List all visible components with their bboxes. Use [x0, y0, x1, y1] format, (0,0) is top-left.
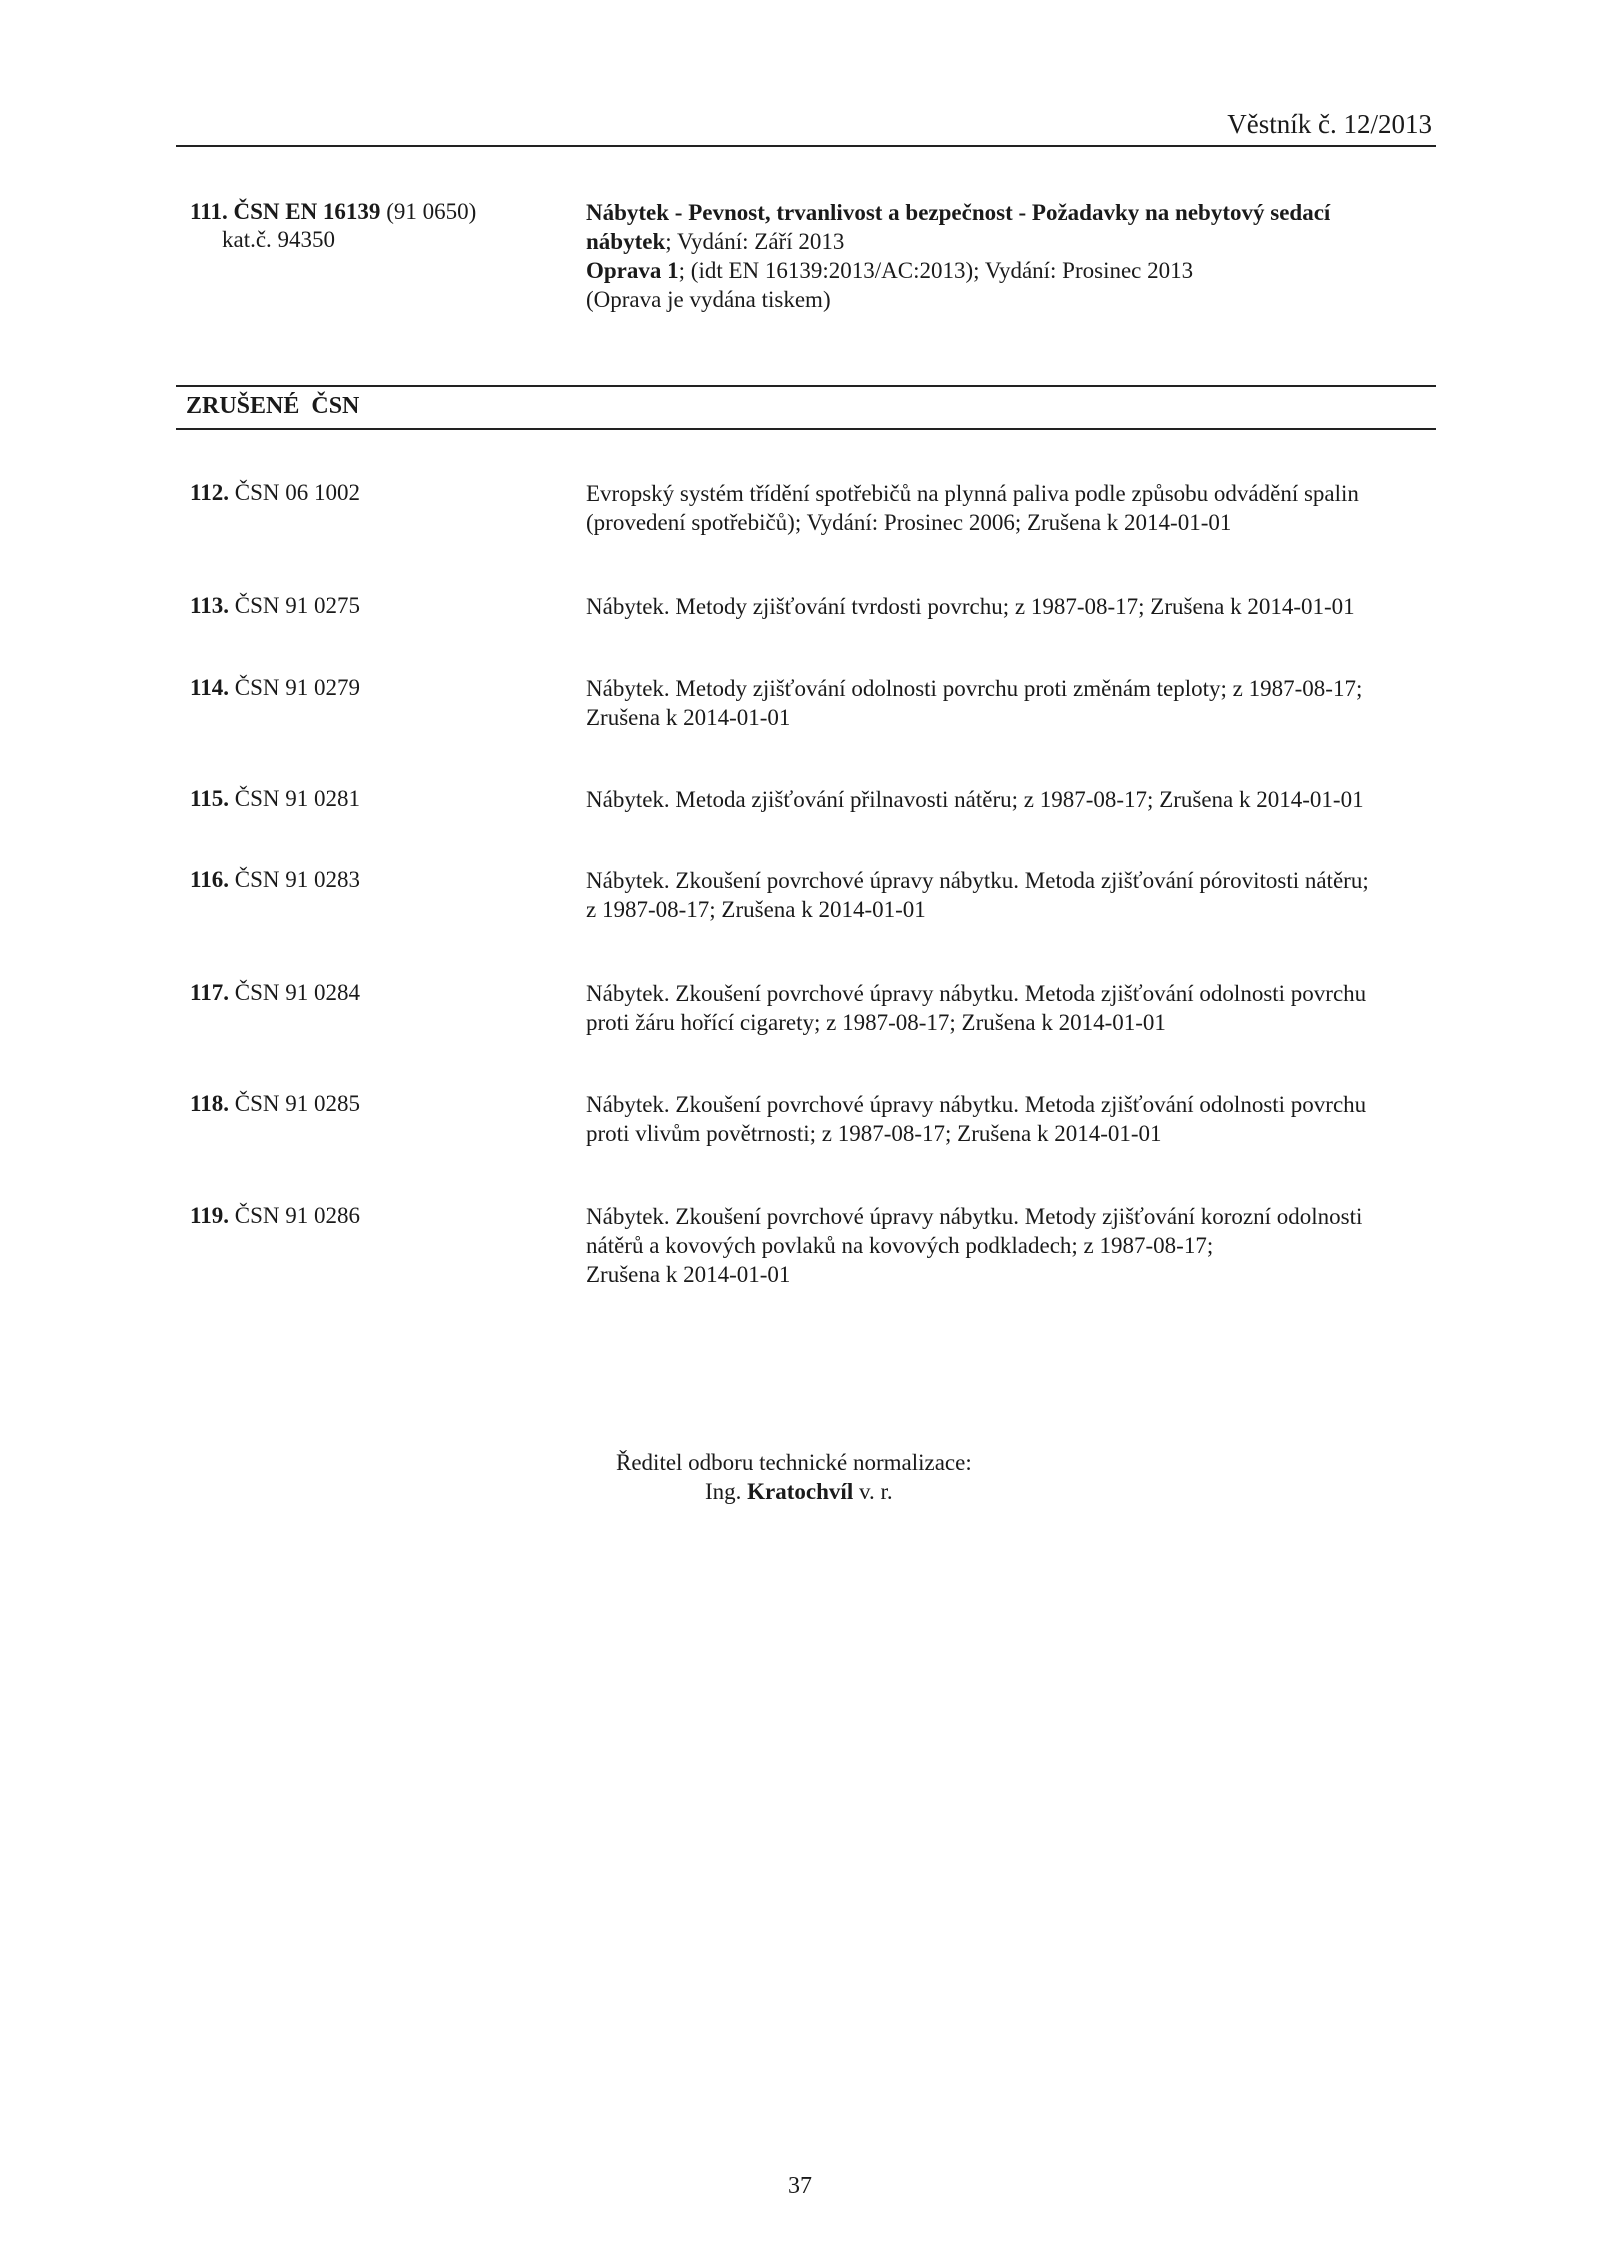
header-rule — [176, 145, 1436, 147]
standard-code: ČSN 91 0283 — [234, 867, 360, 892]
section-title-cancelled: ZRUŠENÉ ČSN — [186, 393, 360, 419]
section-rule-top — [176, 385, 1436, 387]
entry-line: proti žáru hořící cigarety; z 1987-08-17; Zrušena k 2014-01-01 — [586, 1010, 1166, 1035]
bulletin-header-title: Věstník č. 12/2013 — [1227, 109, 1432, 139]
entry-title: Nábytek - Pevnost, trvanlivost a bezpečnost - Požadavky na nebytový sedací — [586, 200, 1331, 225]
entry-number: 117. — [190, 980, 229, 1005]
standard-code: ČSN 91 0275 — [234, 593, 360, 618]
page-number: 37 — [788, 2173, 812, 2199]
standard-code: ČSN EN 16139 — [233, 199, 381, 224]
signatory-suffix: v. r. — [858, 1479, 893, 1504]
entry-line: Nábytek. Zkoušení povrchové úpravy nábytku. Metoda zjišťování odolnosti povrchu — [586, 981, 1367, 1006]
entry-line: Nábytek. Metody zjišťování tvrdosti povrchu; z 1987-08-17; Zrušena k 2014-01-01 — [586, 594, 1355, 619]
entry-line: Zrušena k 2014-01-01 — [586, 1262, 791, 1287]
classification-code: (91 0650) — [386, 199, 477, 224]
standard-code: ČSN 91 0285 — [234, 1091, 360, 1116]
correction-note: (Oprava je vydána tiskem) — [586, 287, 831, 312]
entry-number: 118. — [190, 1091, 229, 1116]
entry-line: Nábytek. Zkoušení povrchové úpravy nábytku. Metoda zjišťování pórovitosti nátěru; — [586, 868, 1369, 893]
signatory-name-line — [616, 1477, 972, 1506]
entry-description — [586, 198, 1426, 314]
entry-line: z 1987-08-17; Zrušena k 2014-01-01 — [586, 897, 926, 922]
entry-line: Zrušena k 2014-01-01 — [586, 705, 791, 730]
entry-number: 115. — [190, 786, 229, 811]
standard-code: ČSN 91 0281 — [234, 786, 360, 811]
section-rule-bottom — [176, 428, 1436, 430]
standard-code: ČSN 06 1002 — [234, 480, 360, 505]
standard-code: ČSN 91 0284 — [234, 980, 360, 1005]
entry-identifier — [190, 198, 476, 254]
entry-line: nátěrů a kovových povlaků na kovových podkladech; z 1987-08-17; — [586, 1233, 1214, 1258]
entry-line: Evropský systém třídění spotřebičů na plynná paliva podle způsobu odvádění spalin — [586, 481, 1359, 506]
entry-number: 111. — [190, 199, 228, 224]
signature-block — [616, 1448, 972, 1506]
entry-number: 119. — [190, 1203, 229, 1228]
entry-line: Nábytek. Metody zjišťování odolnosti povrchu proti změnám teploty; z 1987-08-17; — [586, 676, 1363, 701]
entry-line: Nábytek. Zkoušení povrchové úpravy nábytku. Metoda zjišťování odolnosti povrchu — [586, 1092, 1367, 1117]
entry-line: Nábytek. Zkoušení povrchové úpravy nábytku. Metody zjišťování korozní odolnosti — [586, 1204, 1363, 1229]
entry-number: 116. — [190, 867, 229, 892]
correction-text: ; (idt EN 16139:2013/AC:2013); Vydání: Prosinec 2013 — [678, 258, 1194, 283]
entry-line: proti vlivům povětrnosti; z 1987-08-17; Zrušena k 2014-01-01 — [586, 1121, 1162, 1146]
entry-title-continued: nábytek — [586, 229, 666, 254]
entry-number: 114. — [190, 675, 229, 700]
entry-number: 113. — [190, 593, 229, 618]
correction-label: Oprava 1 — [586, 258, 679, 283]
standard-code: ČSN 91 0286 — [234, 1203, 360, 1228]
signatory-role: Ředitel odboru technické normalizace: — [616, 1450, 972, 1475]
entry-line: Nábytek. Metoda zjišťování přilnavosti nátěru; z 1987-08-17; Zrušena k 2014-01-01 — [586, 787, 1364, 812]
entry-line: (provedení spotřebičů); Vydání: Prosinec 2006; Zrušena k 2014-01-01 — [586, 510, 1232, 535]
signatory-title: Ing. — [705, 1479, 742, 1504]
signatory-surname: Kratochvíl — [747, 1479, 854, 1504]
entry-issue: ; Vydání: Září 2013 — [665, 229, 845, 254]
catalog-number: kat.č. 94350 — [222, 227, 336, 252]
standard-code: ČSN 91 0279 — [234, 675, 360, 700]
entry-number: 112. — [190, 480, 229, 505]
